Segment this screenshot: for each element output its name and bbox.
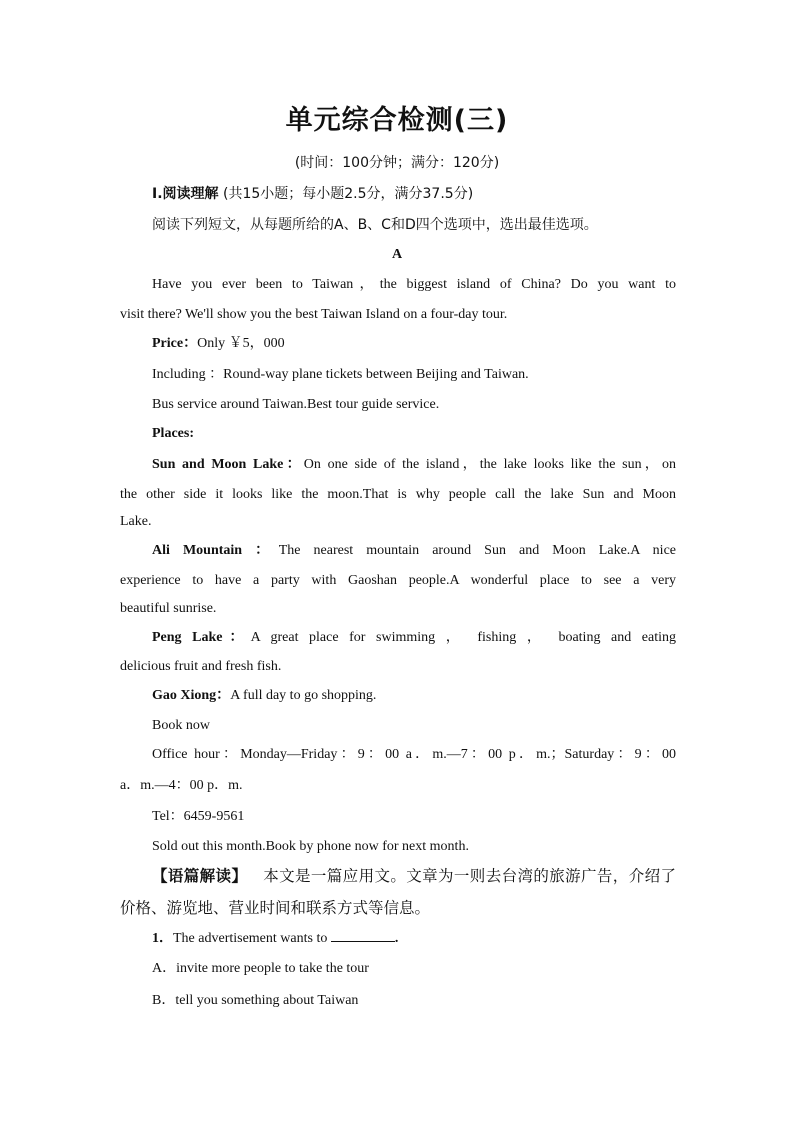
exam-time-info: (时间：100分钟；满分：120分)	[294, 155, 500, 171]
section-heading-line	[152, 185, 676, 203]
section-heading: Ⅰ.阅读理解	[152, 186, 219, 202]
peng-text: A great place for swimming ， fishing ， boating and eating	[250, 630, 676, 645]
passage-intro-line-2: visit there? We'll show you the best Taiwan Island on a four-day tour.	[120, 307, 508, 322]
option-a-text: invite more people to take the tour	[176, 961, 369, 976]
price-value: Only ￥5，000	[197, 336, 285, 351]
option-b-letter: B．	[152, 993, 176, 1008]
sun-moon-label: Sun and Moon Lake：	[152, 457, 304, 472]
office-hours-line-2: a．m.—4：00 p．m.	[120, 778, 243, 793]
section-note: (共15小题；每小题2.5分，满分37.5分)	[222, 186, 474, 202]
question-1-stem	[152, 929, 676, 948]
gao-line	[152, 687, 676, 705]
passage-intro-line-1: Have you ever been to Taiwan，the biggest island of China? Do you want to	[152, 277, 676, 292]
sold-out-line: Sold out this month.Book by phone now for next month.	[152, 839, 469, 854]
analysis-label: 【语篇解读】	[152, 867, 248, 885]
places-label: Places:	[152, 426, 194, 441]
ali-line-2: experience to have a party with Gaoshan people.A wonderful place to see a very	[120, 573, 676, 588]
passage-label: A	[391, 247, 403, 262]
sun-moon-line-1	[152, 456, 676, 474]
option-b-text: tell you something about Taiwan	[175, 993, 359, 1008]
book-now: Book now	[152, 718, 210, 733]
peng-label: Peng Lake：	[152, 630, 251, 645]
sun-moon-line-3: Lake.	[120, 514, 152, 529]
gao-text: A full day to go shopping.	[230, 688, 377, 703]
office-hours-line-1: Office hour：Monday—Friday：9：00 a．m.—7：00 p．m.；Saturday：9：00	[152, 747, 676, 762]
ali-line-1	[152, 542, 676, 560]
question-1-text: The advertisement wants to	[173, 931, 328, 946]
question-1-end: .	[394, 931, 399, 946]
answer-blank	[331, 929, 395, 942]
sun-moon-text: On one side of the island，the lake looks like the sun，on	[303, 457, 676, 472]
question-1-number: 1．	[152, 931, 173, 946]
section-instruction: 阅读下列短文，从每题所给的A、B、C和D四个选项中，选出最佳选项。	[152, 217, 598, 233]
ali-line-3: beautiful sunrise.	[120, 601, 217, 616]
analysis-line-1	[152, 866, 676, 886]
analysis-line-2: 价格、游览地、营业时间和联系方式等信息。	[120, 899, 431, 917]
gao-label: Gao Xiong：	[152, 688, 231, 703]
peng-line-1	[152, 629, 676, 647]
ali-text: The nearest mountain around Sun and Moon Lake.A nice	[278, 543, 677, 558]
ali-label: Ali Mountain ：	[152, 543, 279, 558]
option-a-letter: A．	[152, 961, 177, 976]
option-b	[152, 992, 676, 1010]
sun-moon-line-2: the other side it looks like the moon.That is why people call the lake Sun and Moon	[120, 487, 676, 502]
option-a	[152, 960, 676, 978]
including-line: Including ：Round-way plane tickets between Beijing and Taiwan.	[152, 367, 529, 382]
price-label: Price：	[152, 336, 198, 351]
bus-service-line: Bus service around Taiwan.Best tour guide service.	[152, 397, 440, 412]
peng-line-2: delicious fruit and fresh fish.	[120, 659, 282, 674]
page-title: 单元综合检测(三)	[285, 105, 509, 136]
tel-line: Tel：6459-9561	[152, 809, 245, 824]
price-line	[152, 335, 676, 353]
analysis-text: 本文是一篇应用文。文章为一则去台湾的旅游广告，介绍了	[262, 867, 676, 885]
